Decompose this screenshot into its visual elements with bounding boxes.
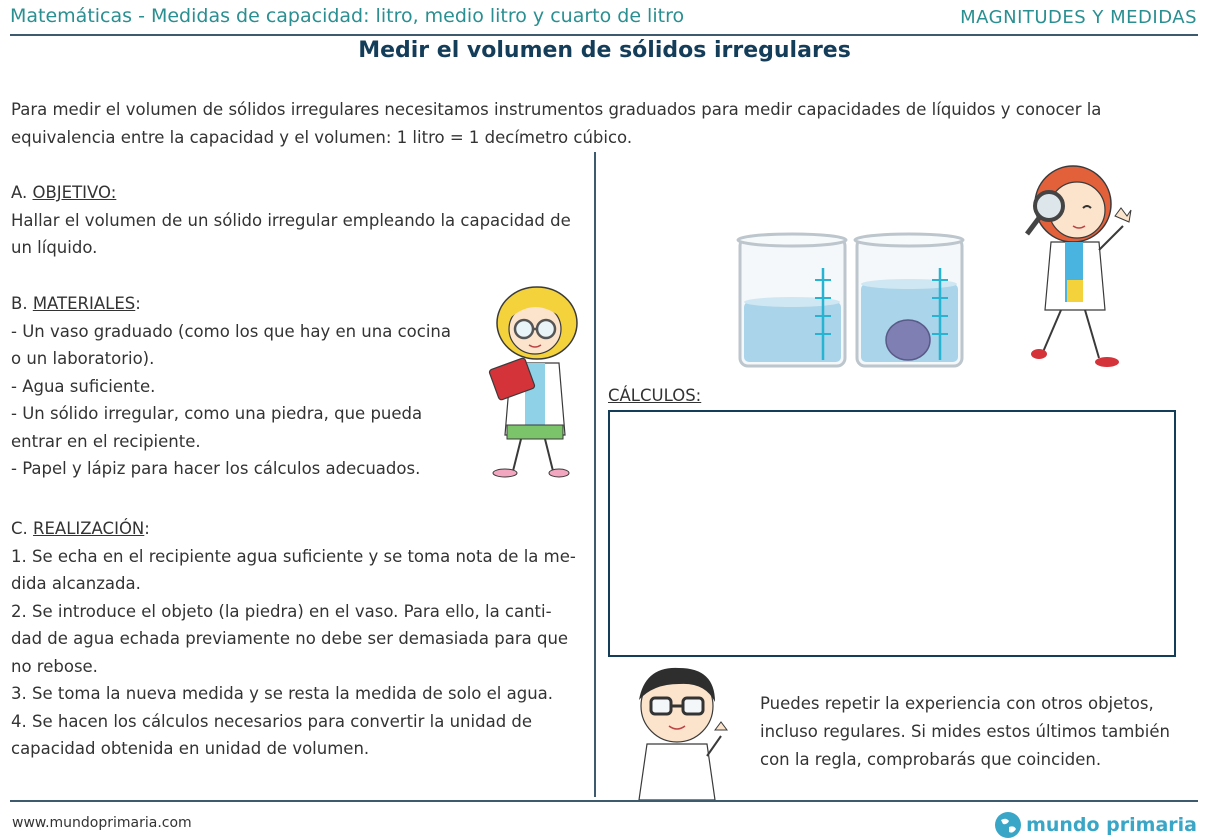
category-header: MAGNITUDES Y MEDIDAS bbox=[960, 7, 1197, 28]
header-divider bbox=[10, 34, 1198, 36]
boy-illustration bbox=[625, 660, 735, 800]
procedure-heading: C. REALIZACIÓN: bbox=[11, 519, 150, 538]
calculations-label: CÁLCULOS: bbox=[608, 386, 702, 405]
note-paragraph bbox=[760, 690, 1170, 774]
logo-text: mundo primaria bbox=[1026, 814, 1197, 836]
intro-paragraph bbox=[11, 96, 1191, 151]
note-line: con la regla, comprobarás que coinciden. bbox=[760, 750, 1102, 769]
objective-line: Hallar el volumen de un sólido irregular empleando la capacidad de bbox=[11, 210, 571, 230]
procedure-step: no rebose. bbox=[11, 656, 98, 676]
objective-heading: A. OBJETIVO: bbox=[11, 183, 117, 202]
procedure-step: dida alcanzada. bbox=[11, 574, 141, 593]
intro-line: equivalencia entre la capacidad y el volumen: 1 litro = 1 decímetro cúbico. bbox=[11, 127, 633, 147]
beaker-water-illustration bbox=[735, 228, 850, 370]
beaker-stone-illustration bbox=[852, 228, 967, 370]
globe-icon bbox=[994, 811, 1022, 839]
mundo-primaria-logo[interactable] bbox=[994, 811, 1197, 839]
procedure-section bbox=[11, 515, 576, 763]
footer-divider bbox=[10, 800, 1198, 802]
procedure-step: 4. Se hacen los cálculos necesarios para convertir la unidad de bbox=[11, 711, 533, 731]
calculations-box[interactable] bbox=[608, 410, 1176, 657]
procedure-step: 2. Se introduce el objeto (la piedra) en el vaso. Para ello, la canti- bbox=[11, 601, 552, 621]
procedure-step: 3. Se toma la nueva medida y se resta la medida de solo el agua. bbox=[11, 684, 554, 703]
procedure-step: dad de agua echada previamente no debe ser demasiada para que bbox=[11, 629, 569, 648]
intro-line: Para medir el volumen de sólidos irregulares necesitamos instrumentos graduados para medir capacidades de líquidos y conocer la bbox=[11, 100, 1102, 119]
materials-item: - Papel y lápiz para hacer los cálculos adecuados. bbox=[11, 459, 421, 478]
page-title: Medir el volumen de sólidos irregulares bbox=[358, 38, 851, 63]
materials-item: - Un vaso graduado (como los que hay en una cocina bbox=[11, 321, 451, 341]
materials-section bbox=[11, 290, 451, 483]
column-divider bbox=[594, 152, 596, 797]
subject-header: Matemáticas - Medidas de capacidad: litro, medio litro y cuarto de litro bbox=[10, 5, 685, 27]
girl-with-book-illustration bbox=[485, 285, 585, 480]
materials-heading: B. MATERIALES: bbox=[11, 294, 141, 313]
note-line: incluso regulares. Si mides estos últimos también bbox=[760, 722, 1170, 741]
materials-item: - Agua suficiente. bbox=[11, 376, 156, 396]
materials-item: entrar en el recipiente. bbox=[11, 431, 201, 451]
girl-with-magnifier-illustration bbox=[1015, 160, 1145, 370]
objective-line: un líquido. bbox=[11, 238, 98, 257]
footer-url[interactable]: www.mundoprimaria.com bbox=[12, 815, 192, 831]
procedure-step: 1. Se echa en el recipiente agua suficiente y se toma nota de la me- bbox=[11, 546, 576, 566]
objective-section bbox=[11, 179, 571, 262]
procedure-step: capacidad obtenida en unidad de volumen. bbox=[11, 739, 370, 758]
materials-item: o un laboratorio). bbox=[11, 349, 155, 368]
materials-item: - Un sólido irregular, como una piedra, que pueda bbox=[11, 404, 423, 423]
note-line: Puedes repetir la experiencia con otros objetos, bbox=[760, 694, 1154, 713]
